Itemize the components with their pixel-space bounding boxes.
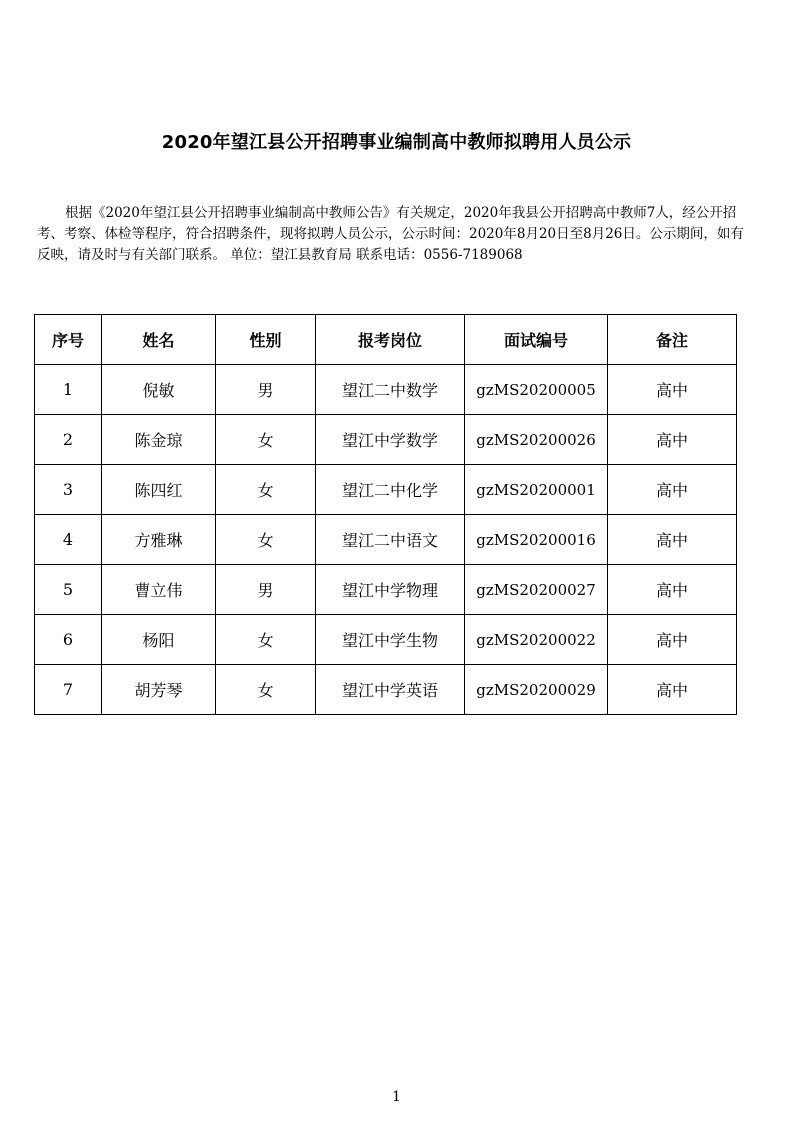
table-row [35, 515, 737, 565]
table-row [35, 415, 737, 465]
cell-index: 4 [35, 515, 102, 565]
column-header-gender: 性别 [216, 315, 316, 365]
cell-index: 5 [35, 565, 102, 615]
cell-position: 望江中学物理 [316, 565, 465, 615]
cell-index: 1 [35, 365, 102, 415]
cell-position: 望江二中数学 [316, 365, 465, 415]
cell-interview-no: gzMS20200026 [465, 415, 608, 465]
cell-gender: 女 [216, 665, 316, 715]
cell-position: 望江中学生物 [316, 615, 465, 665]
cell-interview-no: gzMS20200029 [465, 665, 608, 715]
cell-gender: 男 [216, 365, 316, 415]
cell-interview-no: gzMS20200005 [465, 365, 608, 415]
cell-position: 望江中学英语 [316, 665, 465, 715]
cell-remark: 高中 [608, 415, 737, 465]
table-row [35, 365, 737, 415]
column-header-interview-no: 面试编号 [465, 315, 608, 365]
cell-name: 胡芳琴 [102, 665, 216, 715]
cell-remark: 高中 [608, 665, 737, 715]
cell-remark: 高中 [608, 565, 737, 615]
page-number: 1 [392, 1089, 401, 1105]
hiring-roster-table [34, 314, 737, 715]
column-header-remark: 备注 [608, 315, 737, 365]
cell-position: 望江中学数学 [316, 415, 465, 465]
cell-interview-no: gzMS20200001 [465, 465, 608, 515]
cell-gender: 女 [216, 615, 316, 665]
cell-index: 2 [35, 415, 102, 465]
cell-position: 望江二中化学 [316, 465, 465, 515]
cell-position: 望江二中语文 [316, 515, 465, 565]
cell-index: 6 [35, 615, 102, 665]
cell-gender: 女 [216, 465, 316, 515]
table-header-row [35, 315, 737, 365]
cell-interview-no: gzMS20200022 [465, 615, 608, 665]
table-row [35, 465, 737, 515]
cell-gender: 女 [216, 415, 316, 465]
table-row [35, 565, 737, 615]
column-header-position: 报考岗位 [316, 315, 465, 365]
cell-index: 7 [35, 665, 102, 715]
cell-name: 陈四红 [102, 465, 216, 515]
column-header-index: 序号 [35, 315, 102, 365]
cell-index: 3 [35, 465, 102, 515]
cell-remark: 高中 [608, 465, 737, 515]
cell-remark: 高中 [608, 515, 737, 565]
intro-text: 根据《2020年望江县公开招聘事业编制高中教师公告》有关规定，2020年我县公开招聘高中教师7人，经公开招考、考察、体检等程序，符合招聘条件，现将拟聘人员公示，公示时间：2020年8月20日至8月26日。公示期间，如有反映，请及时与有关部门联系。 单位：望江县教育局 联系电话：0556-7189068 [37, 205, 744, 263]
cell-gender: 女 [216, 515, 316, 565]
column-header-name: 姓名 [102, 315, 216, 365]
page-title: 2020年望江县公开招聘事业编制高中教师拟聘用人员公示 [161, 132, 632, 153]
cell-name: 倪敏 [102, 365, 216, 415]
cell-remark: 高中 [608, 615, 737, 665]
cell-remark: 高中 [608, 365, 737, 415]
cell-interview-no: gzMS20200027 [465, 565, 608, 615]
cell-name: 曹立伟 [102, 565, 216, 615]
cell-name: 方雅琳 [102, 515, 216, 565]
intro-paragraph [37, 203, 755, 266]
cell-interview-no: gzMS20200016 [465, 515, 608, 565]
cell-name: 陈金琼 [102, 415, 216, 465]
table-row [35, 615, 737, 665]
cell-name: 杨阳 [102, 615, 216, 665]
table-row [35, 665, 737, 715]
cell-gender: 男 [216, 565, 316, 615]
